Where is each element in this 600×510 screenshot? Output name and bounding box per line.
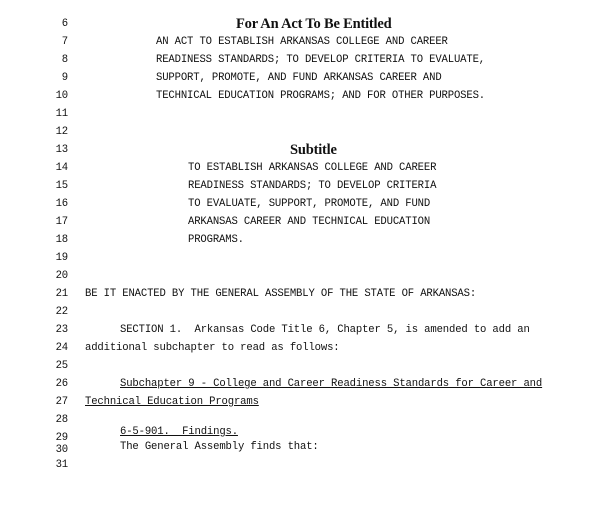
line-number: 12 [55,126,68,138]
act-description-line: TECHNICAL EDUCATION PROGRAMS; AND FOR OTHER PURPOSES. [156,90,485,102]
line-number: 23 [55,324,68,336]
section-1-text: SECTION 1. Arkansas Code Title 6, Chapter 5, is amended to add an [120,324,530,336]
line-20 [0,249,600,282]
act-description-line: SUPPORT, PROMOTE, AND FUND ARKANSAS CAREER AND [156,72,442,84]
line-number: 21 [55,288,68,300]
subtitle-heading: Subtitle [290,142,337,158]
findings-intro: The General Assembly finds that: [120,441,319,453]
line-12 [0,105,600,138]
subtitle-line: TO ESTABLISH ARKANSAS COLLEGE AND CAREER [188,162,437,174]
line-number: 28 [55,414,68,426]
line-number: 17 [55,216,68,228]
line-number: 19 [55,252,68,264]
line-19 [0,231,600,264]
line-22 [0,285,600,318]
line-number: 25 [55,360,68,372]
subtitle-line: PROGRAMS. [188,234,244,246]
subchapter-heading: Technical Education Programs [85,396,259,408]
line-number: 30 [55,444,68,456]
section-heading: 6-5-901. Findings. [120,426,238,438]
line-number: 9 [61,72,68,84]
line-number: 7 [61,36,68,48]
line-number: 11 [55,108,68,120]
line-11 [0,87,600,120]
subtitle-line: ARKANSAS CAREER AND TECHNICAL EDUCATION [188,216,431,228]
section-1-text: additional subchapter to read as follows: [85,342,340,354]
line-28 [0,393,600,426]
enacting-clause: BE IT ENACTED BY THE GENERAL ASSEMBLY OF THE STATE OF ARKANSAS: [85,288,477,300]
subtitle-line: TO EVALUATE, SUPPORT, PROMOTE, AND FUND [188,198,431,210]
line-number: 14 [55,162,68,174]
line-number: 27 [55,396,68,408]
line-number: 13 [55,144,68,156]
line-number: 10 [55,90,68,102]
line-number: 31 [55,459,68,471]
line-number: 26 [55,378,68,390]
line-number: 18 [55,234,68,246]
line-number: 24 [55,342,68,354]
line-number: 16 [55,198,68,210]
line-number: 22 [55,306,68,318]
line-25 [0,339,600,372]
line-number: 29 [55,432,68,444]
act-description-line: AN ACT TO ESTABLISH ARKANSAS COLLEGE AND CAREER [156,36,448,48]
line-number: 15 [55,180,68,192]
line-31 [0,438,600,471]
line-number: 6 [61,18,68,30]
bill-title: For An Act To Be Entitled [236,16,392,32]
subtitle-line: READINESS STANDARDS; TO DEVELOP CRITERIA [188,180,437,192]
act-description-line: READINESS STANDARDS; TO DEVELOP CRITERIA TO EVALUATE, [156,54,485,66]
line-number: 20 [55,270,68,282]
subchapter-heading: Subchapter 9 - College and Career Readiness Standards for Career and [120,378,543,390]
line-number: 8 [61,54,68,66]
